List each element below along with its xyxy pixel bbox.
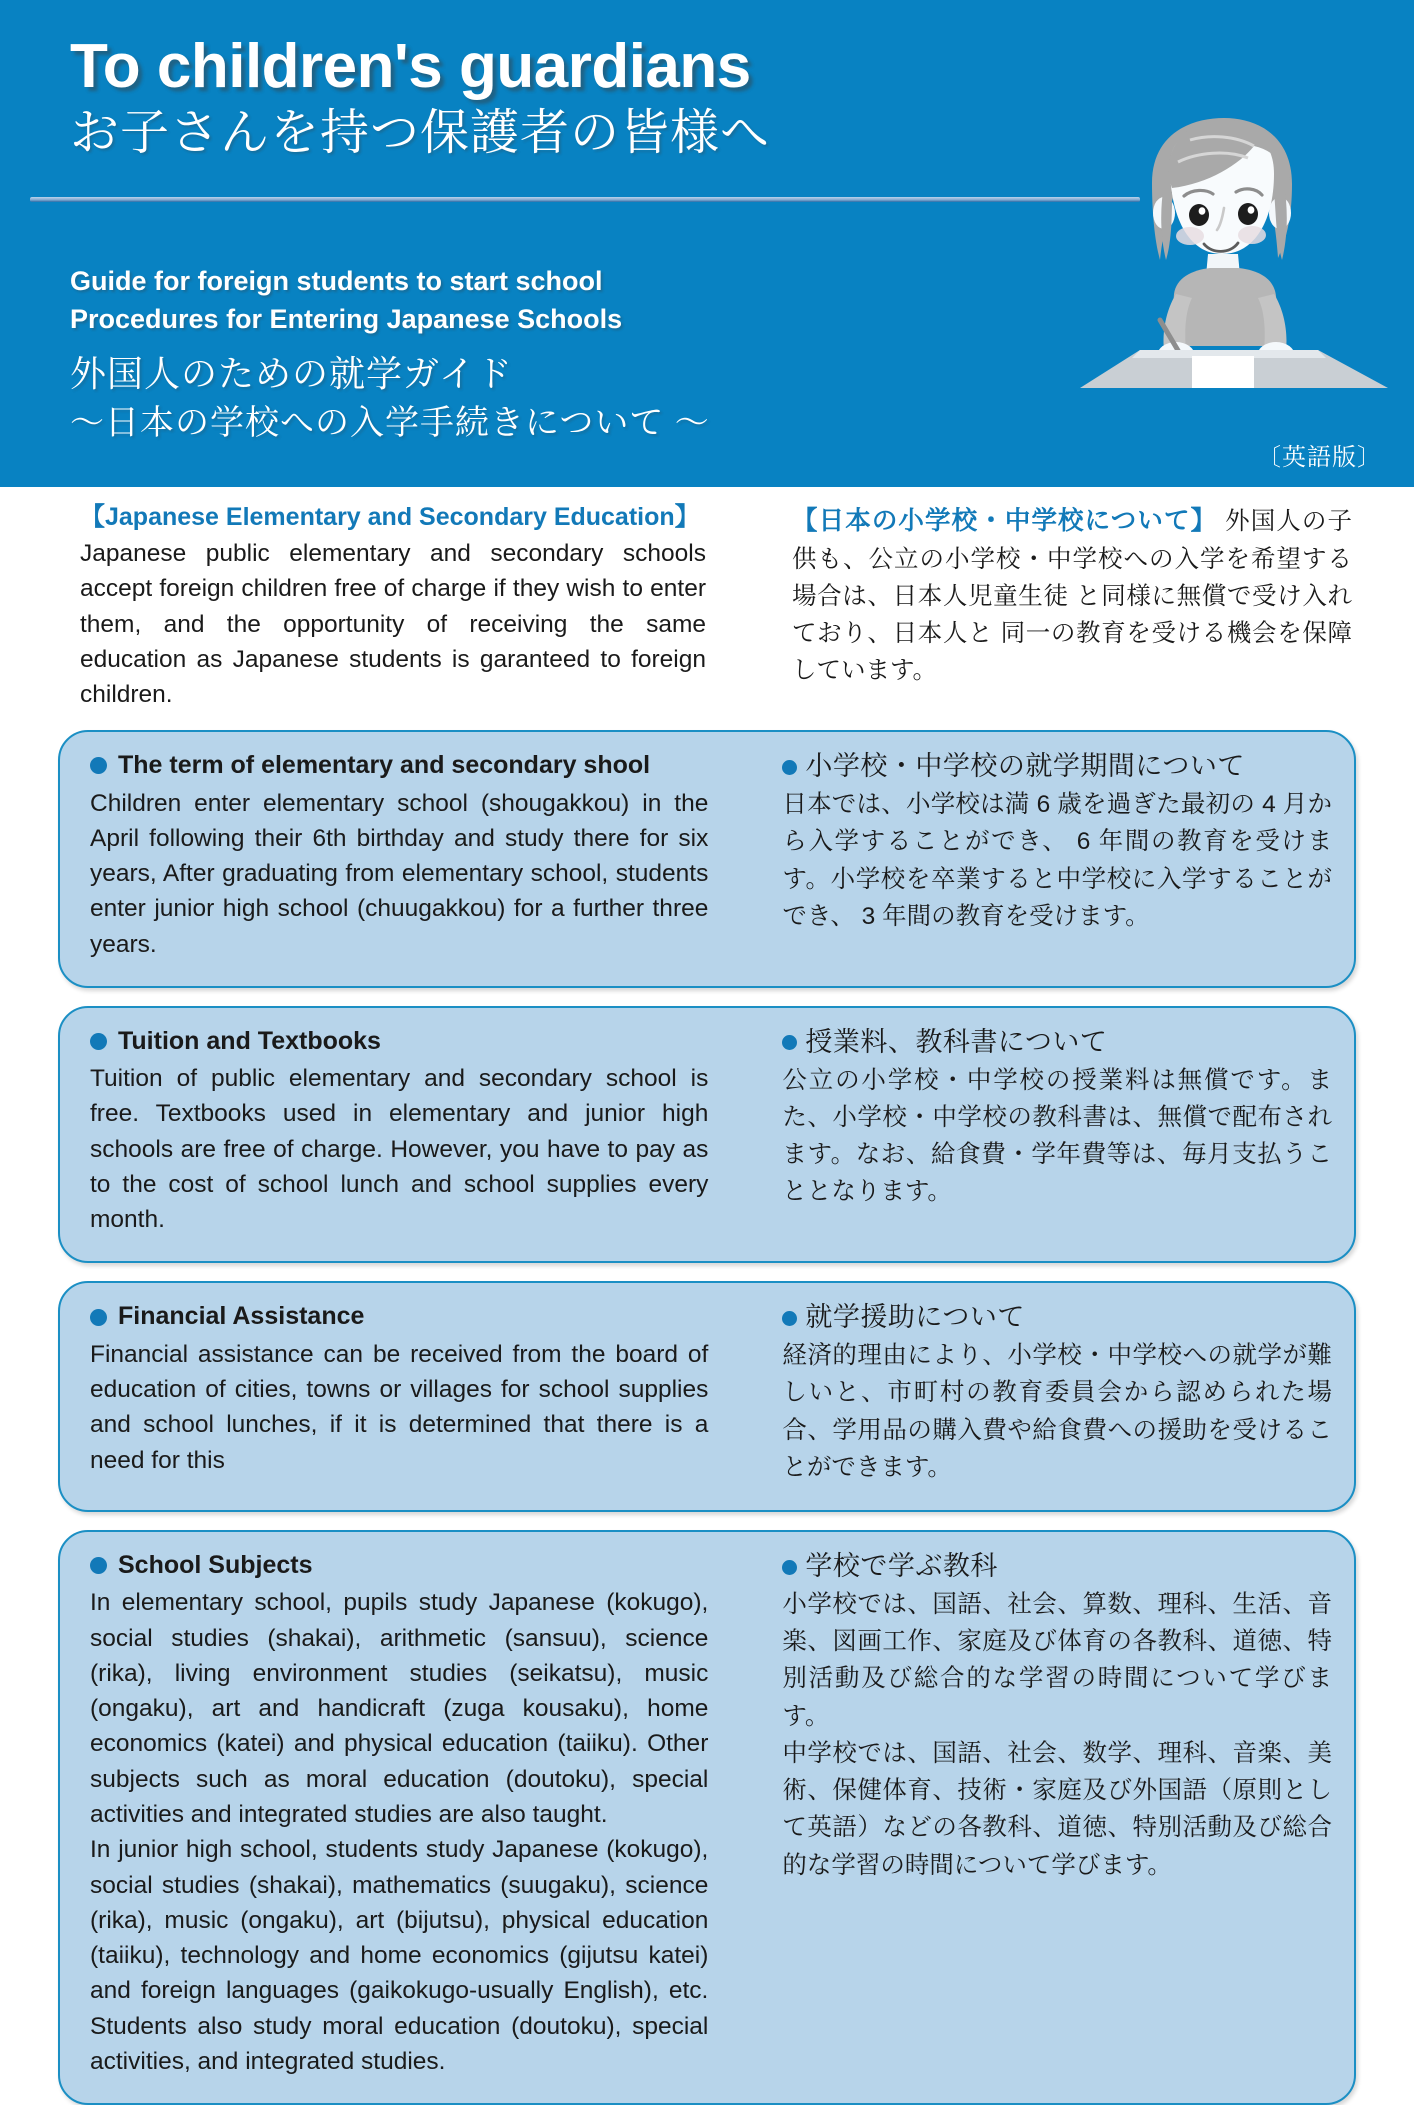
- section-title-jp: [782, 1550, 1332, 1584]
- section-title-jp-text: 就学援助について: [805, 1302, 1025, 1333]
- page-title-japanese: お子さんを持つ保護者の皆様へ: [70, 106, 771, 160]
- section-body-jp-paragraph-1: 小学校では、国語、社会、算数、理科、生活、音楽、図画工作、家庭及び体育の各教科、道徳、特別活動及び総合的な学習の時間について学びます。: [782, 1590, 1332, 1730]
- section-body-en: Children enter elementary school (shougakkou) in the April following their 6th birthday and study there for six years, After graduating from elementary school, students enter junior high school (chuugakkou) for a further three years.: [90, 789, 709, 958]
- subtitle-jp-line2: ～日本の学校への入学手続きについて ～: [70, 404, 710, 443]
- section-body-en: [90, 1585, 708, 2079]
- language-edition-badge: 〔英語版〕: [1257, 444, 1382, 471]
- section-body-jp: 公立の小学校・中学校の授業料は無償です。また、小学校・中学校の教科書は、無償で配布されます。なお、給食費・学年費等は、毎月支払うこととなります。: [782, 1066, 1332, 1206]
- section-school-subjects: [58, 1530, 1356, 2105]
- page-header: [0, 0, 1414, 487]
- bullet-icon: [782, 1560, 797, 1575]
- subtitle-en-line1: Guide for foreign students to start school: [70, 266, 603, 296]
- section-body-en: Financial assistance can be received from the board of education of cities, towns or villages for school supplies and school lunches, if it is determined that there is a need for this: [90, 1340, 709, 1474]
- header-title-block: [70, 32, 1020, 161]
- bullet-icon: [782, 760, 797, 775]
- intro-body-jp: [792, 502, 1352, 690]
- bullet-icon: [90, 1557, 107, 1574]
- header-divider: [30, 197, 1140, 202]
- section-title-en-text: School Subjects: [118, 1551, 313, 1580]
- section-title-jp: [782, 1026, 1332, 1060]
- section-body-jp: [782, 1586, 1332, 1884]
- subtitle-en-line2: Procedures for Entering Japanese Schools: [70, 304, 623, 335]
- child-writing-at-desk-illustration: [1040, 88, 1414, 388]
- intro-japanese-column: [792, 502, 1352, 712]
- section-title-jp-text: 授業料、教科書について: [805, 1026, 1108, 1057]
- section-body-jp: 経済的理由により、小学校・中学校への就学が難しいと、市町村の教育委員会から認められた場合、学用品の購入費や給食費への援助を受けることができます。: [782, 1342, 1332, 1481]
- section-english-column: [82, 750, 782, 962]
- bullet-icon: [782, 1311, 797, 1326]
- intro-heading-jp: 【日本の小学校・中学校について】: [792, 507, 1218, 535]
- section-body-en-paragraph-2: In junior high school, students study Japanese (kokugo), social studies (shakai), mathematics (suugaku), science (rika), music (ongaku), art (bijutsu), physical education (taiiku), technology and home economics (gijutsu katei) and foreign languages (gaikokugo-usually English), etc. Students also study moral education (doutoku), special activities, and integrated studies.: [90, 1836, 709, 2075]
- bullet-icon: [90, 1309, 107, 1326]
- bullet-icon: [782, 1035, 797, 1050]
- section-japanese-column: [782, 1301, 1332, 1486]
- section-japanese-column: [782, 1026, 1332, 1238]
- bullet-icon: [90, 1033, 107, 1050]
- page-content: [0, 487, 1414, 2105]
- section-title-jp: [782, 750, 1332, 784]
- section-title-jp-text: 小学校・中学校の就学期間について: [805, 751, 1245, 782]
- section-title-en: [90, 1301, 708, 1332]
- section-financial-assistance: [58, 1281, 1356, 1512]
- subtitle-jp-line1: 外国人のための就学ガイド: [70, 352, 513, 394]
- section-term-of-school: [58, 730, 1356, 988]
- section-title-en-text: The term of elementary and secondary shool: [118, 751, 651, 780]
- header-subtitle-block: [70, 262, 970, 446]
- section-title-jp-text: 学校で学ぶ教科: [805, 1551, 998, 1582]
- section-title-en-text: Tuition and Textbooks: [118, 1026, 381, 1055]
- section-body-en: Tuition of public elementary and secondary school is free. Textbooks used in elementary and junior high schools are free of charge. However, you have to pay as to the cost of school lunch and school supplies every month.: [90, 1065, 709, 1234]
- section-english-column: [82, 1026, 782, 1238]
- section-title-jp: [782, 1301, 1332, 1335]
- section-english-column: [82, 1301, 782, 1486]
- intro-body-en: Japanese public elementary and secondary schools accept foreign children free of charge if they wish to enter them, and the opportunity of receiving the same education as Japanese students is garanteed to foreign children.: [80, 540, 706, 709]
- section-title-en-text: Financial Assistance: [118, 1302, 365, 1331]
- intro-english-column: [80, 502, 792, 712]
- intro-block: [0, 487, 1414, 712]
- section-title-en: [90, 750, 708, 781]
- section-title-en: [90, 1026, 708, 1057]
- section-body-en-paragraph-1: In elementary school, pupils study Japanese (kokugo), social studies (shakai), arithmetic (sansuu), science (rika), living environment studies (seikatsu), music (ongaku), art and handicraft (zuga kousaku), home economics (katei) and physical education (taiiku). Other subjects such as moral education (doutoku), special activities and integrated studies are also taught.: [90, 1589, 709, 1829]
- bullet-icon: [90, 757, 107, 774]
- intro-heading-en: 【Japanese Elementary and Secondary Education】: [80, 503, 700, 531]
- section-tuition-and-textbooks: [58, 1006, 1356, 1264]
- section-title-en: [90, 1550, 708, 1581]
- page-title: To children's guardians: [70, 32, 751, 101]
- section-body-jp: 日本では、小学校は満 6 歳を過ぎた最初の 4 月から入学することができ、 6 年間の教育を受けます。小学校を卒業すると中学校に入学することができ、 3 年間の教育を受けます。: [782, 791, 1332, 930]
- section-body-jp-paragraph-2: 中学校では、国語、社会、数学、理科、音楽、美術、保健体育、技術・家庭及び外国語（原則として英語）などの各教科、道徳、特別活動及び総合的な学習の時間について学びます。: [782, 1739, 1332, 1879]
- section-japanese-column: [782, 750, 1332, 962]
- intro-body-jp-text: 外国人の子供も、公立の小学校・中学校への入学を希望する場合は、日本人児童生徒 と同様に無償で受け入れており、日本人と 同一の教育を受ける機会を保障しています。: [792, 508, 1353, 685]
